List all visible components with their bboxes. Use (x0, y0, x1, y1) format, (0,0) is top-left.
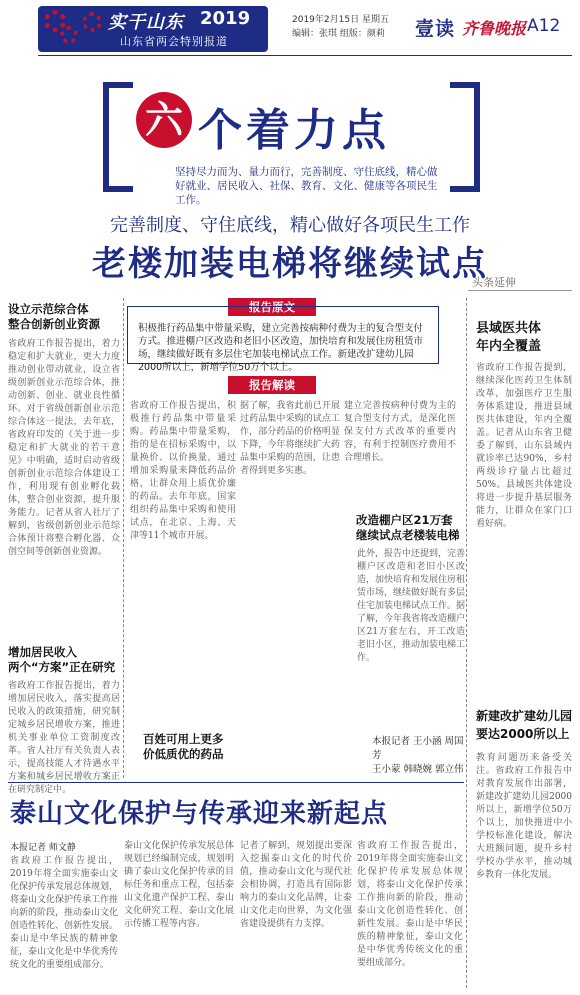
mid-text-1: 省政府工作报告提出，积极推行药品集中带量采购。药品集中带量采购，指的是在招标采购中，以量换价、以价换量，通过增加采购量来降低药品价格，让群众用上质优价廉的药品。去年年底，国家组织药品集中采购和使用试点，在北京、上海、天津等11个城市开展。 (130, 401, 236, 541)
masthead-rule (38, 55, 572, 56)
mid-text-4: 此外，报告中还提到，完善棚户区改造和老旧小区改造，加快培育和发展住房租赁市场，继续做好既有多层住宅加装电梯试点工作。据了解，今年我省将改造棚户区21万套左右，开工改造老旧小区，推动加装电梯工作。 (357, 549, 466, 663)
reporters-credit: 本报记者 王小涵 周国芳 王小蒙 韩晓婉 郭立伟 (372, 736, 464, 775)
feature-text-1: 省政府工作报告提出，2019年将全面实施泰山文化保护传承发展总体规划，将泰山文化保护传承工作推向新的阶段，推动泰山文化创造性转化、创新性发展。泰山是中华民族的精神象征，泰山文化是中华优秀传统文化的重要组成部分。 (10, 856, 119, 970)
side-text-1: 省政府工作报告提到，继续深化医药卫生体制改革，加强医疗卫生服务体系建设，推进县域医共体建设，年内全覆盖。记者从山东省卫健委了解到，山东县域内就诊率已达90%，乡村两级诊疗量占比超过50%。县域医共体建设将进一步提升基层服务能力，让群众在家门口看好病。 (476, 363, 572, 529)
left-text-2: 省政府工作报告提出，着力增加居民收入，落实提高居民收入的政策措施，研究制定城乡居民增收方案，推进机关事业单位工资制度改革。省人社厅有关负责人表示，提高技能人才待遇水平方案和城乡居民增收方案正在研究制定中。 (8, 681, 120, 795)
hero-title: 个着力点 (198, 105, 390, 156)
headline-title: 老楼加装电梯将继续试点 (92, 244, 488, 284)
report-interpret-label: 报告解读 (228, 376, 316, 394)
gear-icon-small (60, 26, 78, 44)
mid-head-elevator: 改造棚户区21万套 继续试点老楼装电梯 (356, 513, 460, 542)
headline-kicker: 完善制度、守住底线，精心做好各项民生工作 (110, 215, 470, 236)
mid-head-drugs: 百姓可用上更多 价低质优的药品 (143, 732, 224, 761)
masthead-year: 2019 (200, 8, 251, 29)
mid-text-3: 建立完善按病种付费为主的复合型支付方式，是深化医保支付方式改革的重要内容，有利于控制医疗费用不合理增长。 (344, 401, 456, 463)
masthead (0, 0, 580, 62)
hero-badge: 六 (136, 92, 192, 148)
mid-text-2: 据了解，我省此前已开展过药品集中采购的试点工作，部分药品的价格明显下降，今年将继续扩大药品集中采购的范围，让患者得到更多实惠。 (240, 401, 340, 476)
right-bracket (450, 82, 480, 192)
side-rule (468, 290, 572, 291)
left-text-1: 省政府工作报告提出，着力稳定和扩大就业，更大力度推动创业带动就业，设立省级创新创业示范综合体，推动创新、创业、就业良性循环。对于省级创新创业示范综合体这一提法，去年底，省政府印发的《关于进一步稳定和扩大就业的若干意见》中明确，适时启动省级创新创业示范综合体建设工作，利用现有创业孵化载体，整合创业资源，提升服务能力。记者从省人社厅了解到，省级创新创业示范综合体预计将整合孵化器、众创空间等创新创业资源。 (8, 339, 120, 557)
side-head-2: 新建改扩建幼儿园 要达2000所以上 (476, 709, 573, 741)
left-head-2: 增加居民收入 两个“方案”正在研究 (8, 645, 116, 674)
side-head-1: 县域医共体 年内全覆盖 (476, 321, 542, 354)
feature-text-3: 记者了解到，规划提出要深入挖掘泰山文化的时代价值，推动泰山文化与现代社会相协调，打造具有国际影响力的泰山文化品牌，让泰山文化走向世界，为文化强省建设提供有力支撑。 (240, 841, 352, 929)
masthead-subtitle: 山东省两会特别报道 (120, 35, 228, 48)
gear-icon-right (82, 12, 102, 32)
feature-text-4: 省政府工作报告提出，2019年将全面实施泰山文化保护传承发展总体规划，将泰山文化保护传承工作推向新的阶段，推动泰山文化创造性转化、创新性发展。泰山是中华民族的精神象征，泰山文化是中华优秀传统文化的重要组成部分。 (357, 841, 463, 968)
side-tag: 头条延伸 (472, 276, 516, 289)
feature-text-2: 泰山文化保护传承发展总体规划已经编制完成，规划明确了泰山文化保护传承的目标任务和重点工程，包括泰山文化遗产保护工程、泰山文化研究工程、泰山文化展示传播工程等内容。 (124, 841, 234, 929)
left-head-1: 设立示范综合体 整合创新创业资源 (8, 302, 100, 331)
feature-byline: 本报记者 师文静 (10, 843, 76, 853)
page-number: A12 (527, 16, 561, 36)
date-line: 2019年2月15日 星期五 (292, 15, 389, 25)
side-text-2: 教育问题历来备受关注。省政府工作报告中对教育发展作出部署，新建改扩建幼儿园2000所以上，新增学位50万个以上，加快推进中小学校标准化建设，解决大班额问题，提升乡村学校办学水平，推动城乡教育一体化发展。 (476, 753, 572, 880)
side-divider (466, 298, 467, 988)
report-original-text: 积极推行药品集中带量采购，建立完善按病种付费为主的复合型支付方式。推进棚户区改造和老旧小区改造，加快培育和发展住房租赁市场，继续做好既有多层住宅加装电梯试点工作。新建改扩建幼儿园2000所以上，新增学位50万个以上。 (138, 323, 424, 373)
feature-title: 泰山文化保护与传承迎来新起点 (10, 799, 389, 829)
column-divider (123, 298, 124, 778)
left-bracket (103, 82, 133, 192)
feature-rule (8, 782, 464, 783)
newspaper-brand: 齐鲁晚报 (462, 19, 527, 38)
report-original-label: 报告原文 (228, 298, 316, 316)
section-name: 壹读 (415, 18, 456, 40)
editor-line: 编辑：张琪 组版：颜莉 (292, 29, 385, 39)
hero-subtitle: 坚持尽力而为、量力而行，完善制度、守住底线，精心做好就业、居民收入、社保、教育、文化、健康等各项民生工作。 (175, 166, 438, 206)
masthead-title: 实干山东 (108, 12, 184, 33)
